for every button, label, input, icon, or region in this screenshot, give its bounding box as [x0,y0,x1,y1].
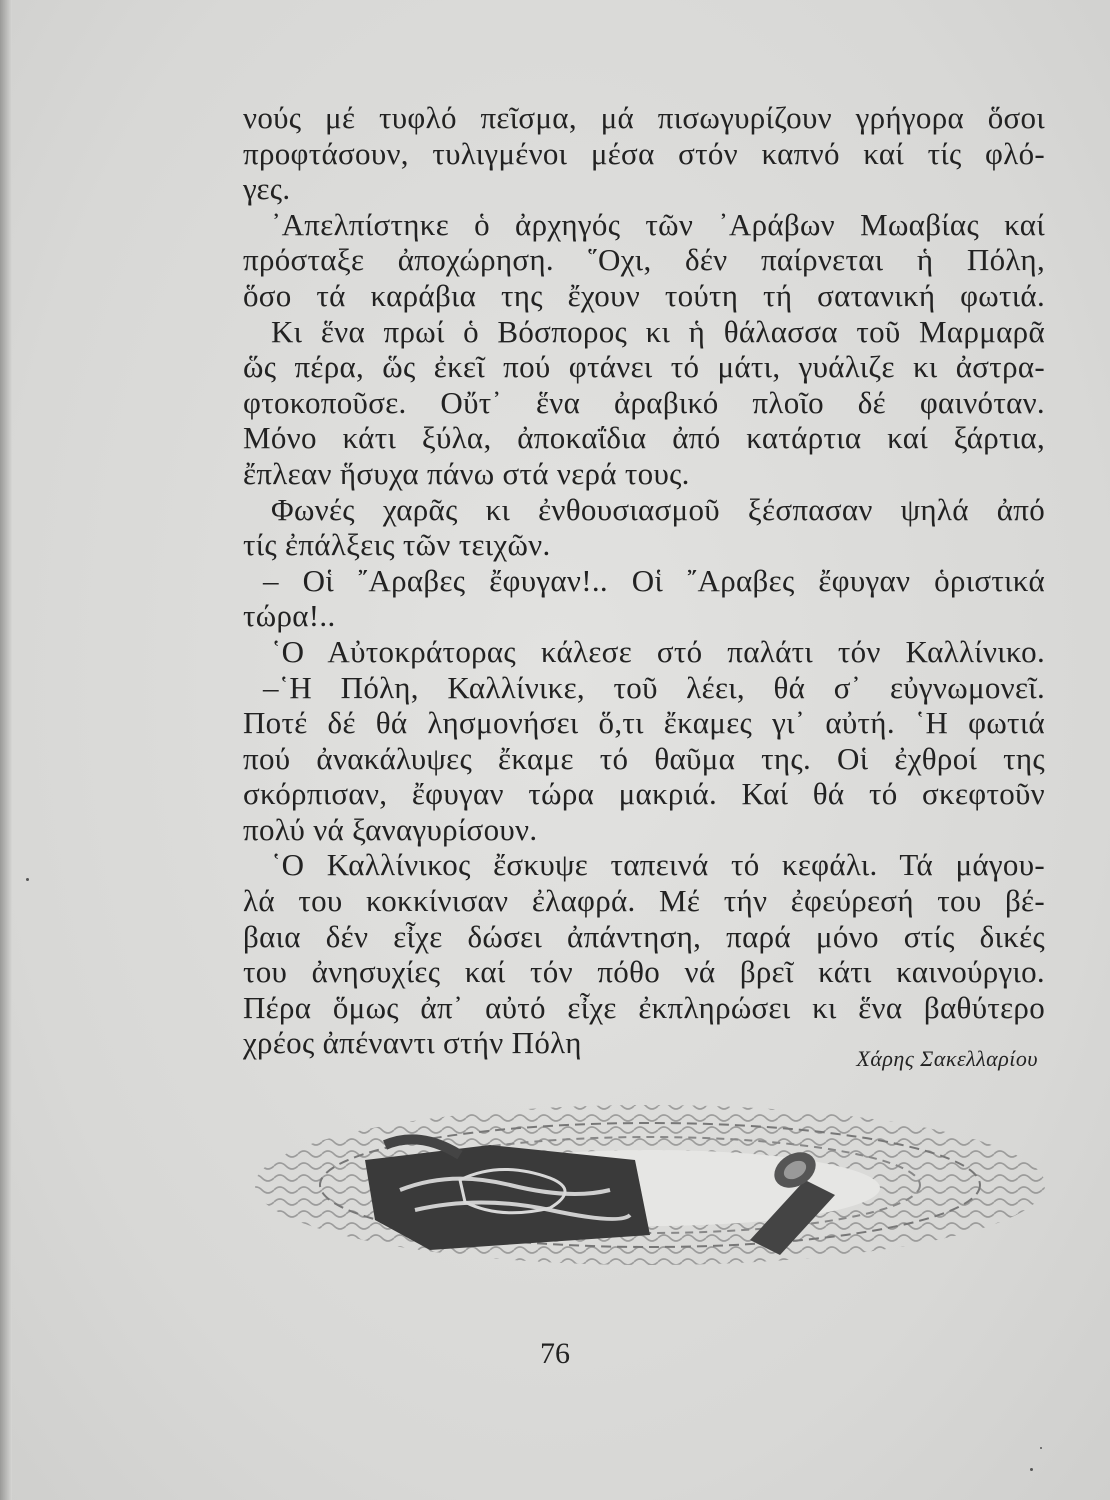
text-line: προφτάσουν, τυλιγμένοι μέσα στόν καπνό καί τίς φλό- [243,135,1045,171]
paragraph [243,847,1045,1061]
paragraph [243,207,1045,314]
paper-speck [26,878,29,881]
page-number: 76 [540,1337,570,1370]
text-line: νούς μέ τυφλό πεῖσμα, μά πισωγυρίζουν γρήγορα ὅσοι [243,100,1045,135]
text-line: ὥς πέρα, ὥς ἐκεῖ πού φτάνει τό μάτι, γυάλιζε κι ἀστρα- [243,349,1045,385]
paper-speck [1040,1447,1042,1449]
paragraph [243,314,1045,492]
text-line: ὅσο τά καράβια της ἔχουν τούτη τή σατανική φωτιά. [243,277,1045,313]
paragraph [243,563,1045,634]
text-line: πολύ νά ξαναγυρίσουν. [243,811,538,847]
text-line: σκόρπισαν, ἔφυγαν τώρα μακριά. Καί θά τό σκεφτοῦν [243,776,1045,812]
text-line: Μόνο κάτι ξύλα, ἀποκαΐδια ἀπό κατάρτια καί ξάρτια, [243,420,1045,456]
text-line: πρόσταξε ἀποχώρηση. ῞Οχι, δέν παίρνεται ἡ Πόλη, [243,242,1045,278]
text-line: του ἀνησυχίες καί τόν πόθο νά βρεῖ κάτι καινούργιο. [243,954,1045,990]
paper-speck [1030,1468,1033,1471]
text-line: ῾Ο Αὐτοκράτορας κάλεσε στό παλάτι τόν Καλλίνικο. [271,633,1045,669]
paragraph [243,492,1045,563]
text-line: Ποτέ δέ θά λησμονήσει ὅ,τι ἔκαμες γι᾿ αὐτή. ῾Η φωτιά [243,705,1045,741]
text-line: ᾿Απελπίστηκε ὁ ἀρχηγός τῶν ᾿Αράβων Μωαβίας καί [271,206,1045,242]
text-line: –῾Η Πόλη, Καλλίνικε, τοῦ λέει, θά σ᾿ εὐγνωμονεῖ. [263,669,1045,705]
text-line: ῾Ο Καλλίνικος ἔσκυψε ταπεινά τό κεφάλι. Τά μάγου- [271,847,1045,883]
text-line: λά του κοκκίνισαν ἐλαφρά. Μέ τήν ἐφεύρεσή του βέ- [243,883,1045,919]
text-line: βαια δέν εἶχε δώσει ἀπάντηση, παρά μόνο στίς δικές [243,918,1045,954]
paragraph [243,634,1045,670]
text-line: πού ἀνακάλυψες ἔκαμε τό θαῦμα της. Οἱ ἐχθροί της [243,740,1045,776]
paragraph [243,670,1045,848]
floating-wreckage-illustration [250,1100,1045,1270]
page-spine-shadow [0,0,12,1500]
text-line: χρέος ἀπέναντι στήν Πόλη [243,1025,582,1061]
text-line: – Οἱ ῎Αραβες ἔφυγαν!.. Οἱ ῎Αραβες ἔφυγαν ὁριστικά [263,562,1045,598]
text-line: Πέρα ὅμως ἀπ᾿ αὐτό εἶχε ἐκπληρώσει κι ἕνα βαθύτερο [243,989,1045,1025]
text-line: ἔπλεαν ἥσυχα πάνω στά νερά τους. [243,455,690,491]
text-line: φτοκοποῦσε. Οὔτ᾿ ἕνα ἀραβικό πλοῖο δέ φαινόταν. [243,384,1045,420]
text-line: Φωνές χαρᾶς κι ἐνθουσιασμοῦ ξέσπασαν ψηλά ἀπό [271,491,1045,527]
body-text [243,100,1045,1061]
text-line: τώρα!.. [243,598,336,634]
text-line: γες. [243,171,291,207]
text-line: τίς ἐπάλξεις τῶν τειχῶν. [243,527,551,563]
wooden-plank-shape [365,1145,650,1250]
author-signature: Χάρης Σακελλαρίου [856,1046,1038,1071]
paragraph [243,100,1045,207]
text-line: Κι ἕνα πρωί ὁ Βόσπορος κι ἡ θάλασσα τοῦ Μαρμαρᾶ [271,313,1045,349]
